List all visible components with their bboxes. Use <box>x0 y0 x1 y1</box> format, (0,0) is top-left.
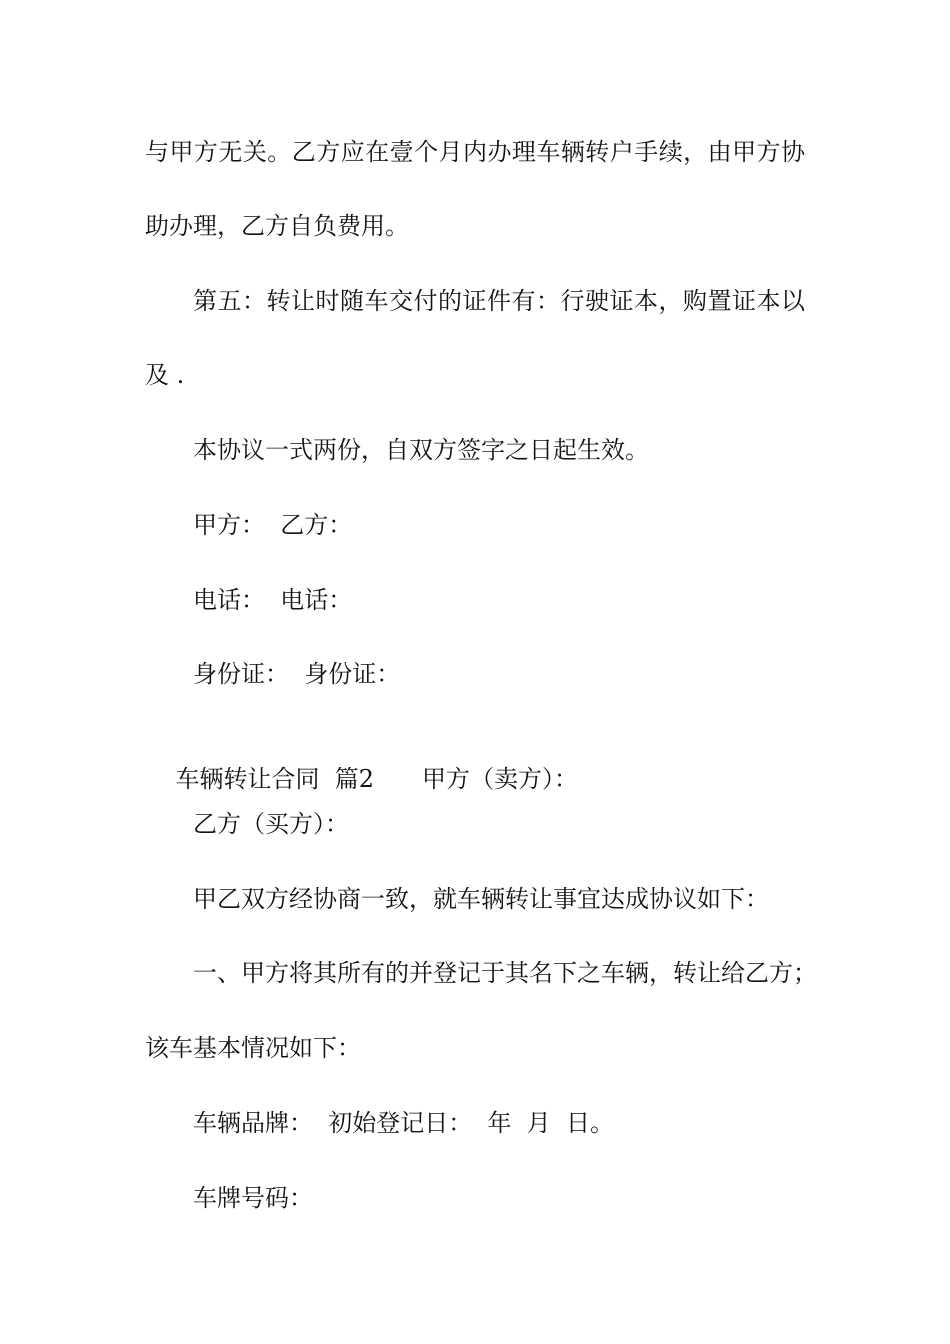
paragraph-line: 第五：转让时随车交付的证件有：行驶证本，购置证本以 <box>193 287 805 315</box>
signature-id-line: 身份证： 身份证： <box>193 660 401 688</box>
signature-phone-line: 电话： 电话： <box>193 586 353 614</box>
paragraph-line: 甲乙双方经协商一致，就车辆转让事宜达成协议如下： <box>193 885 769 913</box>
signature-party-line: 甲方： 乙方： <box>193 511 353 539</box>
paragraph-line: 助办理，乙方自负费用。 <box>145 212 409 240</box>
party-b-buyer-label: 乙方（买方）： <box>193 810 349 838</box>
party-a-seller-label: 甲方（卖方）： <box>422 765 579 793</box>
paragraph-line: 及 . <box>145 361 185 389</box>
vehicle-brand-line: 车辆品牌： 初始登记日： 年 月 日。 <box>193 1109 615 1137</box>
paragraph-line: 本协议一式两份，自双方签字之日起生效。 <box>193 436 649 464</box>
paragraph-line: 与甲方无关。乙方应在壹个月内办理车辆转户手续，由甲方协 <box>145 138 805 166</box>
paragraph-line: 一、甲方将其所有的并登记于其名下之车辆，转让给乙方； <box>193 959 817 987</box>
paragraph-line: 该车基本情况如下： <box>145 1034 361 1062</box>
section-title: 车辆转让合同 篇2 <box>175 765 375 793</box>
plate-number-line: 车牌号码： <box>193 1184 313 1212</box>
